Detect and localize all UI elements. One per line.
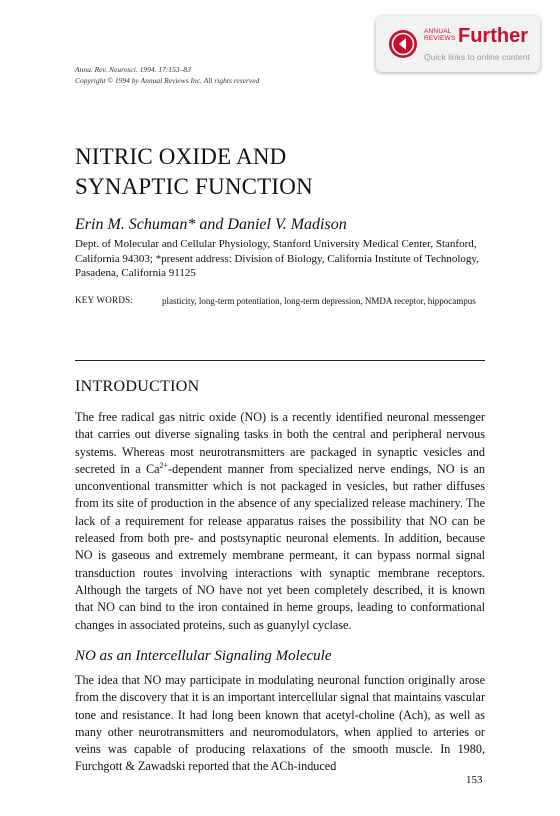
journal-citation	[75, 64, 259, 86]
calcium-charge-superscript: 2+	[159, 460, 169, 470]
subsection-heading: NO as an Intercellular Signaling Molecule	[75, 648, 332, 664]
keywords-text: plasticity, long-term potentiation, long-term depression, NMDA receptor, hippocampus	[162, 296, 476, 306]
section-divider	[75, 360, 485, 361]
title-line1: NITRIC OXIDE AND	[75, 144, 287, 169]
further-banner[interactable]	[376, 16, 540, 72]
title-line2: SYNAPTIC FUNCTION	[75, 174, 313, 199]
introduction-paragraph	[75, 409, 485, 634]
keywords-label: KEY WORDS:	[75, 295, 134, 305]
page-number: 153	[466, 774, 483, 786]
article-authors: Erin M. Schuman* and Daniel V. Madison	[75, 216, 347, 233]
subsection-paragraph: The idea that NO may participate in modulating neuronal function originally arose from the discovery that it is an important intercellular signal that maintains vascular tone and resistance. It had long been known that acetyl-choline (Ach), as well as many other neurotransmitters and neuromodulators, when applied to arteries or veins was capable of producing relaxations of the smooth muscle. In 1980, Furchgott & Zawadski reported that the ACh-induced	[75, 673, 485, 774]
article-title	[75, 142, 313, 202]
banner-further-label[interactable]: Further	[458, 25, 528, 47]
intro-text-part1: The free radical gas nitric oxide (NO) is a recently identified neuronal messenger that carries out diverse signaling tasks in both the central and peripheral nervous systems. Whereas most neurotransmitters are packaged in synaptic vesicles and secreted in a Ca	[75, 410, 485, 476]
author-affiliation: Dept. of Molecular and Cellular Physiology, Stanford University Medical Center, Stanford, California 94303; *present address: Division of Biology, California Institute of Technology, Pasadena, California 91125	[75, 238, 479, 279]
banner-brand-line2: REVIEWS	[424, 35, 456, 42]
citation-line1: Annu. Rev. Neurosci. 1994. 17:153–83	[75, 65, 191, 74]
banner-brand-line1: ANNUAL	[424, 28, 452, 35]
banner-brand	[424, 28, 455, 42]
introduction-heading: INTRODUCTION	[75, 378, 200, 395]
banner-subtitle[interactable]: Quick links to online content	[424, 52, 530, 62]
annual-reviews-further-logo-icon	[388, 29, 418, 59]
citation-line2: Copyright © 1994 by Annual Reviews Inc. All rights reserved	[75, 76, 260, 85]
intro-text-part2: -dependent manner from specialized nerve endings, NO is an unconventional transmitter which is not packaged in vesicles, but rather diffuses from its site of production in the absence of any specialized release machinery. The lack of a requirement for release apparatus raises the possibility that NO can be released from both pre- and postsynaptic neuronal elements. In addition, because NO is gaseous and extremely membrane permeant, it can bypass normal signal transduction routes involving interactions with synaptic membrane receptors. Although the targets of NO have not yet been completely described, it is known that NO can bind to the iron contained in heme groups, leading to conformational changes in associated proteins, such as guanylyl cyclase.	[75, 461, 485, 632]
